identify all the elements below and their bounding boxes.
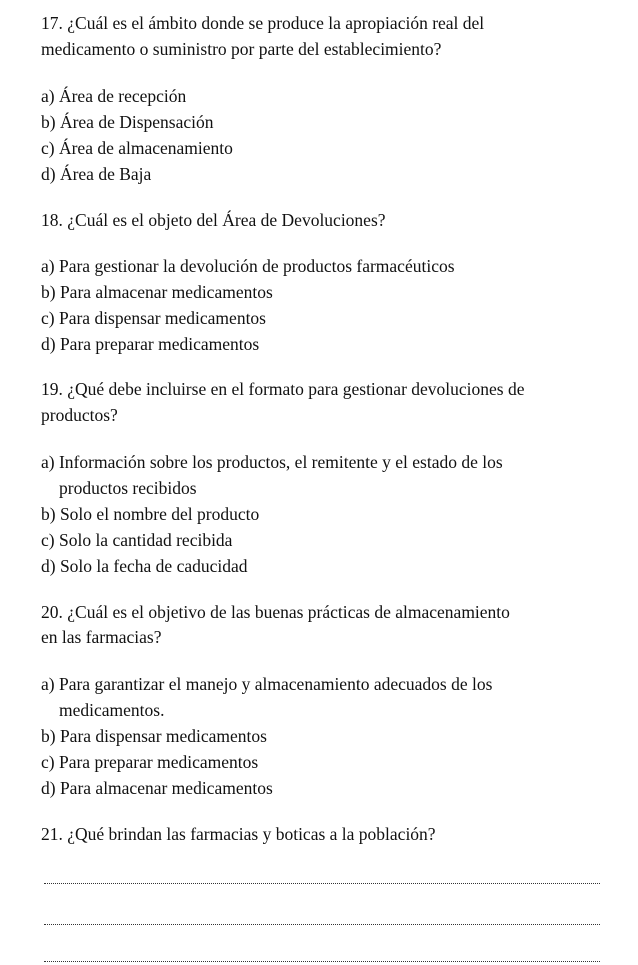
question-17-line-1: 17. ¿Cuál es el ámbito donde se produce la apropiación real del: [41, 13, 485, 33]
question-20-line-2: en las farmacias?: [41, 627, 162, 647]
question-19-option-b: b) Solo el nombre del producto: [41, 504, 260, 524]
question-19-option-a: a) Información sobre los productos, el remitente y el estado de los: [41, 452, 503, 472]
question-17-option-d: d) Área de Baja: [41, 164, 152, 184]
answer-line-3[interactable]: [44, 961, 600, 962]
question-21-line-1: 21. ¿Qué brindan las farmacias y boticas a la población?: [41, 824, 436, 844]
question-20-option-a: a) Para garantizar el manejo y almacenamiento adecuados de los: [41, 674, 493, 694]
question-20-option-d: d) Para almacenar medicamentos: [41, 778, 273, 798]
question-20-option-b: b) Para dispensar medicamentos: [41, 726, 267, 746]
question-18-option-b: b) Para almacenar medicamentos: [41, 282, 273, 302]
question-17-option-a: a) Área de recepción: [41, 86, 187, 106]
question-17-option-c: c) Área de almacenamiento: [41, 138, 233, 158]
question-20-option-c: c) Para preparar medicamentos: [41, 752, 259, 772]
question-17-line-2: medicamento o suministro por parte del establecimiento?: [41, 39, 442, 59]
question-19-line-1: 19. ¿Qué debe incluirse en el formato para gestionar devoluciones de: [41, 379, 525, 399]
question-19-option-d: d) Solo la fecha de caducidad: [41, 556, 248, 576]
answer-line-1[interactable]: [44, 883, 600, 884]
question-17-option-b: b) Área de Dispensación: [41, 112, 214, 132]
question-19-line-2: productos?: [41, 405, 118, 425]
question-20-line-1: 20. ¿Cuál es el objetivo de las buenas prácticas de almacenamiento: [41, 602, 510, 622]
question-18-option-a: a) Para gestionar la devolución de productos farmacéuticos: [41, 256, 455, 276]
answer-line-2[interactable]: [44, 924, 600, 925]
question-18-option-c: c) Para dispensar medicamentos: [41, 308, 266, 328]
question-18-option-d: d) Para preparar medicamentos: [41, 334, 260, 354]
question-19-option-a-cont: productos recibidos: [59, 478, 197, 498]
question-20-option-a-cont: medicamentos.: [59, 700, 165, 720]
question-18-line-1: 18. ¿Cuál es el objeto del Área de Devoluciones?: [41, 210, 386, 230]
question-19-option-c: c) Solo la cantidad recibida: [41, 530, 233, 550]
